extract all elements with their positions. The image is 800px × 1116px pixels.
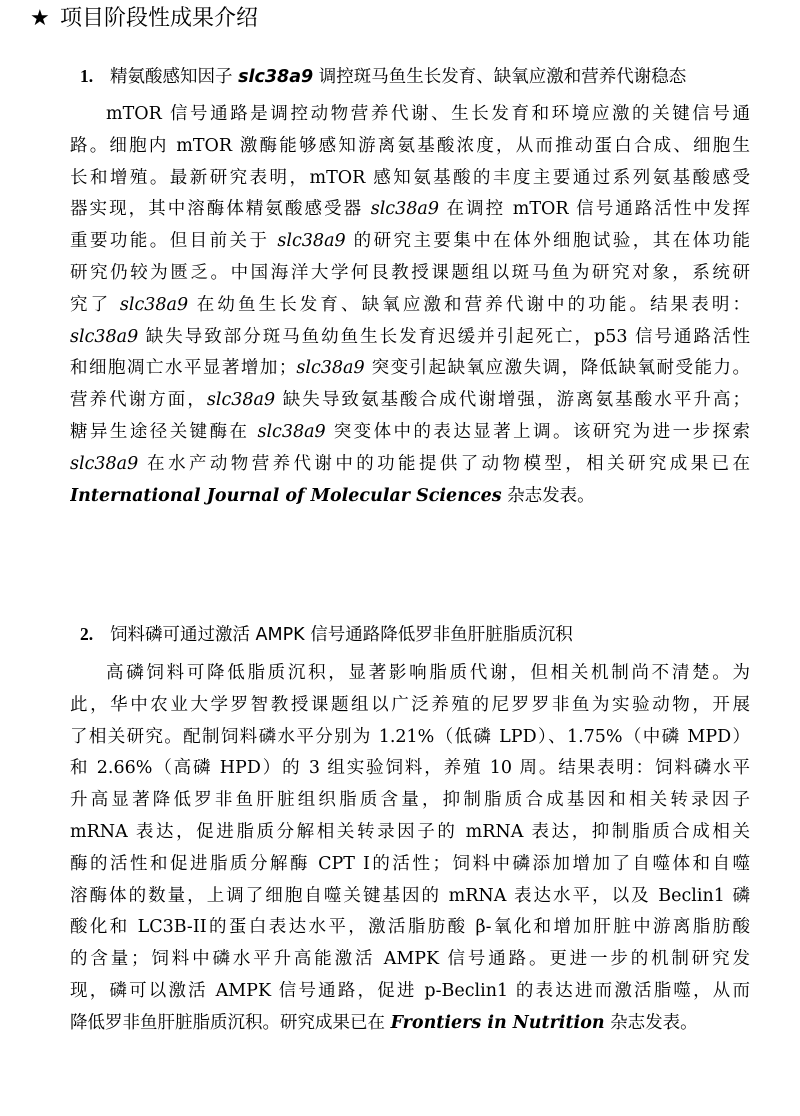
item-1-title-gene: slc38a9 <box>238 67 314 87</box>
item-2-title <box>80 620 573 649</box>
section-heading-text: 项目阶段性成果介绍 <box>60 6 259 31</box>
gene-name: slc38a9 <box>70 326 139 347</box>
journal-name: Frontiers in Nutrition <box>390 1012 605 1033</box>
paragraph-line: 究了 slc38a9 在幼鱼生长发育、缺氧应激和营养代谢中的功能。结果表明： <box>70 294 750 315</box>
paragraph-line: 重要功能。但目前关于 slc38a9 的研究主要集中在体外细胞试验，其在体功能 <box>70 231 750 252</box>
item-1-paragraph <box>70 99 750 512</box>
gene-name: slc38a9 <box>296 358 365 379</box>
paragraph-line: 溶酶体的数量，上调了细胞自噬关键基因的 mRNA 表达水平，以及 Beclin1 磷 <box>70 885 750 906</box>
paragraph-line: 长和增殖。最新研究表明，mTOR 感知氨基酸的丰度主要通过系列氨基酸感受 <box>70 167 750 188</box>
item-1-title-suffix: 调控斑马鱼生长发育、缺氧应激和营养代谢稳态 <box>313 67 687 87</box>
item-1-title <box>80 62 686 91</box>
paragraph-line: 糖异生途径关键酶在 slc38a9 突变体中的表达显著上调。该研究为进一步探索 <box>70 421 750 442</box>
paragraph-line: 营养代谢方面，slc38a9 缺失导致氨基酸合成代谢增强，游离氨基酸水平升高； <box>70 390 750 411</box>
paragraph-line: 高磷饲料可降低脂质沉积，显著影响脂质代谢，但相关机制尚不清楚。为 <box>106 663 750 683</box>
paragraph-line: 了相关研究。配制饲料磷水平分别为 1.21%（低磷 LPD）、1.75%（中磷 MPD） <box>70 726 750 747</box>
item-1-title-prefix: 精氨酸感知因子 <box>110 67 239 87</box>
paragraph-line: 路。细胞内 mTOR 激酶能够感知游离氨基酸浓度，从而推动蛋白合成、细胞生 <box>70 135 750 156</box>
paragraph-line: 的含量；饲料中磷水平升高能激活 AMPK 信号通路。更进一步的机制研究发 <box>70 949 750 970</box>
paragraph-line: 器实现，其中溶酶体精氨酸感受器 slc38a9 在调控 mTOR 信号通路活性中发挥 <box>70 199 750 220</box>
paragraph-line: slc38a9 缺失导致部分斑马鱼幼鱼生长发育迟缓并引起死亡，p53 信号通路活性 <box>70 326 750 347</box>
paragraph-line: 降低罗非鱼肝脏脂质沉积。研究成果已在 Frontiers in Nutrition 杂志发表。 <box>70 1012 698 1033</box>
star-icon: ★ <box>30 6 50 31</box>
paragraph-line: slc38a9 在水产动物营养代谢中的功能提供了动物模型，相关研究成果已在 <box>70 453 750 474</box>
gene-name: slc38a9 <box>370 199 439 220</box>
gene-name: slc38a9 <box>119 294 189 315</box>
paragraph-line: mTOR 信号通路是调控动物营养代谢、生长发育和环境应激的关键信号通 <box>106 104 750 124</box>
gene-name: slc38a9 <box>277 231 346 252</box>
item-1-number: 1. <box>80 66 94 86</box>
paragraph-line: 升高显著降低罗非鱼肝脏组织脂质含量，抑制脂质合成基因和相关转录因子 <box>70 790 750 811</box>
gene-name: slc38a9 <box>206 390 276 411</box>
paragraph-line: 现，磷可以激活 AMPK 信号通路，促进 p-Beclin1 的表达进而激活脂噬，从而 <box>70 980 750 1001</box>
paragraph-line: 此，华中农业大学罗智教授课题组以广泛养殖的尼罗罗非鱼为实验动物，开展 <box>70 694 750 715</box>
paragraph-line: mRNA 表达，促进脂质分解相关转录因子的 mRNA 表达，抑制脂质合成相关 <box>70 821 750 842</box>
item-2-paragraph <box>70 658 750 1040</box>
item-2-number: 2. <box>80 624 94 644</box>
paragraph-line: 研究仍较为匮乏。中国海洋大学何艮教授课题组以斑马鱼为研究对象，系统研 <box>70 262 750 283</box>
paragraph-line: 和 2.66%（高磷 HPD）的 3 组实验饲料，养殖 10 周。结果表明：饲料磷水平 <box>70 758 750 779</box>
section-heading <box>30 4 258 34</box>
item-2-title-text: 饲料磷可通过激活 AMPK 信号通路降低罗非鱼肝脏脂质沉积 <box>110 625 573 645</box>
paragraph-line: International Journal of Molecular Sciences 杂志发表。 <box>70 485 595 506</box>
paragraph-line: 和细胞凋亡水平显著增加；slc38a9 突变引起缺氧应激失调，降低缺氧耐受能力。 <box>70 358 750 379</box>
gene-name: slc38a9 <box>70 453 139 474</box>
paragraph-line: 酸化和 LC3B-II的蛋白表达水平，激活脂肪酸 β-氧化和增加肝脏中游离脂肪酸 <box>70 917 750 938</box>
paragraph-line: 酶的活性和促进脂质分解酶 CPT I的活性；饲料中磷添加增加了自噬体和自噬 <box>70 853 750 874</box>
journal-name: International Journal of Molecular Sciences <box>70 485 502 506</box>
gene-name: slc38a9 <box>257 421 326 442</box>
